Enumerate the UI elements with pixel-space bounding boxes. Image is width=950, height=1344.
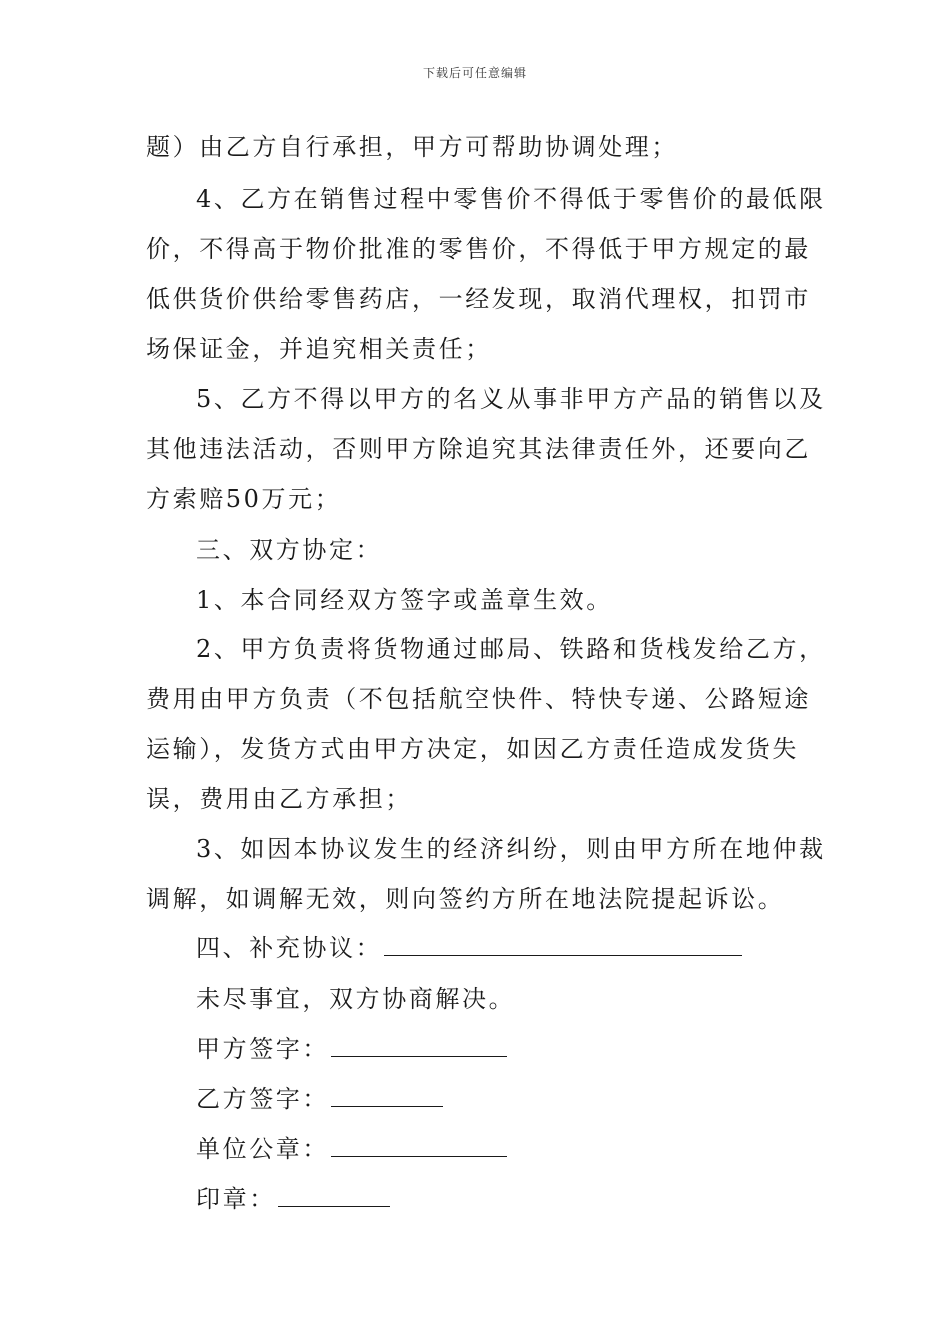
supplement-agreement-line	[196, 933, 742, 963]
party-a-signature-line	[196, 1034, 507, 1064]
paragraph-line: 运输），发货方式由甲方决定，如因乙方责任造成发货失	[146, 735, 799, 763]
clause-2-line: 2、甲方负责将货物通过邮局、铁路和货栈发给乙方，	[196, 635, 826, 663]
paragraph-line: 场保证金，并追究相关责任；	[146, 335, 492, 363]
stamp-blank[interactable]	[278, 1184, 390, 1207]
supplement-agreement-blank[interactable]	[384, 933, 742, 956]
unit-seal-label: 单位公章：	[196, 1135, 329, 1163]
paragraph-line: 方索赔50万元；	[146, 485, 342, 513]
clause-4-line: 4、乙方在销售过程中零售价不得低于零售价的最低限	[196, 185, 826, 213]
other-matters-line: 未尽事宜，双方协商解决。	[196, 985, 516, 1013]
party-b-signature-blank[interactable]	[331, 1084, 443, 1107]
paragraph-line: 误，费用由乙方承担；	[146, 785, 412, 813]
party-a-signature-label: 甲方签字：	[196, 1035, 329, 1063]
paragraph-line: 低供货价供给零售药店，一经发现，取消代理权，扣罚市	[146, 285, 811, 313]
paragraph-line: 其他违法活动，否则甲方除追究其法律责任外，还要向乙	[146, 435, 811, 463]
paragraph-line: 费用由甲方负责（不包括航空快件、特快专递、公路短途	[146, 685, 811, 713]
unit-seal-blank[interactable]	[331, 1134, 507, 1157]
party-b-signature-line	[196, 1084, 443, 1114]
section-heading: 三、双方协定：	[196, 536, 383, 564]
party-b-signature-label: 乙方签字：	[196, 1085, 329, 1113]
party-a-signature-blank[interactable]	[331, 1034, 507, 1057]
stamp-label: 印章：	[196, 1185, 276, 1213]
paragraph-line: 价，不得高于物价批准的零售价，不得低于甲方规定的最	[146, 235, 811, 263]
clause-1-line: 1、本合同经双方签字或盖章生效。	[196, 586, 613, 614]
paragraph-line: 调解，如调解无效，则向签约方所在地法院提起诉讼。	[146, 885, 785, 913]
clause-3-line: 3、如因本协议发生的经济纠纷，则由甲方所在地仲裁	[196, 835, 826, 863]
paragraph-line: 题）由乙方自行承担，甲方可帮助协调处理；	[146, 133, 678, 161]
stamp-line	[196, 1184, 390, 1214]
unit-seal-line	[196, 1134, 507, 1164]
supplement-agreement-label: 四、补充协议：	[196, 934, 383, 962]
page-header: 下载后可任意编辑	[422, 66, 527, 80]
clause-5-line: 5、乙方不得以甲方的名义从事非甲方产品的销售以及	[196, 385, 826, 413]
